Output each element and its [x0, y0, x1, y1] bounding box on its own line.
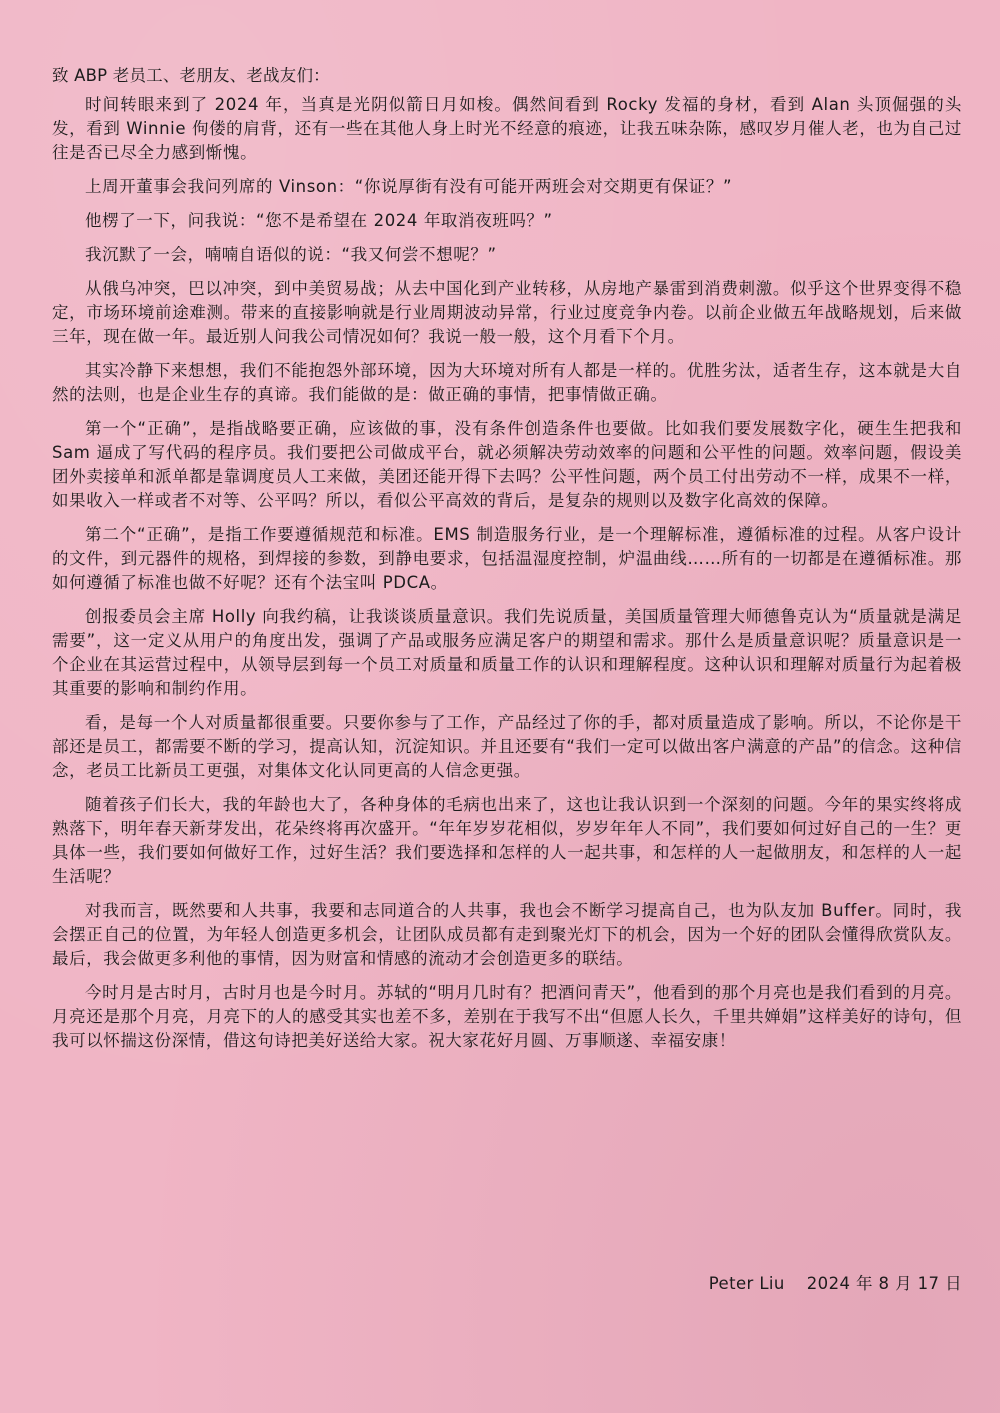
letter-paragraph-6: 其实冷静下来想想，我们不能抱怨外部环境，因为大环境对所有人都是一样的。优胜劣汰，适者生存，这本就是大自然的法则，也是企业生存的真谛。我们能做的是：做正确的事情，把事情做正确。	[52, 361, 962, 404]
signature-name: Peter Liu	[708, 1274, 785, 1293]
letter-paragraph-3: 他楞了一下，问我说：“您不是希望在 2024 年取消夜班吗？”	[85, 211, 553, 230]
letter-signature	[709, 1272, 962, 1296]
letter-paragraph-5: 从俄乌冲突，巴以冲突，到中美贸易战；从去中国化到产业转移，从房地产暴雷到消费刺激。似乎这个世界变得不稳定，市场环境前途难测。带来的直接影响就是行业周期波动异常，行业过度竞争内卷。以前企业做五年战略规划，后来做三年，现在做一年。最近别人问我公司情况如何？我说一般一般，这个月看下个月。	[52, 279, 962, 346]
letter-paragraph-9: 创报委员会主席 Holly 向我约稿，让我谈谈质量意识。我们先说质量，美国质量管理大师德鲁克认为“质量就是满足需要”，这一定义从用户的角度出发，强调了产品或服务应满足客户的期望和需求。那什么是质量意识呢？质量意识是一个企业在其运营过程中，从领导层到每一个员工对质量和质量工作的认识和理解程度。这种认识和理解对质量行为起着极其重要的影响和制约作用。	[52, 607, 962, 698]
letter-paragraph-12: 对我而言，既然要和人共事，我要和志同道合的人共事，我也会不断学习提高自己，也为队友加 Buffer。同时，我会摆正自己的位置，为年轻人创造更多机会，让团队成员都有走到聚光灯下的机会，因为一个好的团队会懂得欣赏队友。最后，我会做更多利他的事情，因为财富和情感的流动才会创造更多的联结。	[52, 901, 962, 968]
letter-salutation: 致 ABP 老员工、老朋友、老战友们：	[52, 66, 330, 85]
letter-paragraph-8: 第二个“正确”，是指工作要遵循规范和标准。EMS 制造服务行业，是一个理解标准，遵循标准的过程。从客户设计的文件，到元器件的规格，到焊接的参数，到静电要求，包括温湿度控制，炉温曲线……所有的一切都是在遵循标准。那如何遵循了标准也做不好呢？还有个法宝叫 PDCA。	[52, 525, 962, 592]
letter-paragraph-11: 随着孩子们长大，我的年龄也大了，各种身体的毛病也出来了，这也让我认识到一个深刻的问题。今年的果实终将成熟落下，明年春天新芽发出，花朵终将再次盛开。“年年岁岁花相似，岁岁年年人不同”，我们要如何过好自己的一生？更具体一些，我们要如何做好工作，过好生活？我们要选择和怎样的人一起共事，和怎样的人一起做朋友，和怎样的人一起生活呢？	[52, 795, 962, 886]
letter-paragraph-7: 第一个“正确”，是指战略要正确，应该做的事，没有条件创造条件也要做。比如我们要发展数字化，硬生生把我和 Sam 逼成了写代码的程序员。我们要把公司做成平台，就必须解决劳动效率的问题和公平性的问题。效率问题，假设美团外卖接单和派单都是靠调度员人工来做，美团还能开得下去吗？公平性问题，两个员工付出劳动不一样，成果不一样，如果收入一样或者不对等、公平吗？所以，看似公平高效的背后，是复杂的规则以及数字化高效的保障。	[52, 419, 962, 510]
letter-paragraph-4: 我沉默了一会，喃喃自语似的说：“我又何尝不想呢？”	[85, 245, 497, 264]
letter-paragraph-13: 今时月是古时月，古时月也是今时月。苏轼的“明月几时有？把酒问青天”，他看到的那个月亮也是我们看到的月亮。月亮还是那个月亮，月亮下的人的感受其实也差不多，差别在于我写不出“但愿人长久，千里共婵娟”这样美好的诗句，但我可以怀揣这份深情，借这句诗把美好送给大家。祝大家花好月圆、万事顺遂、幸福安康！	[52, 983, 962, 1050]
letter-paragraph-1: 时间转眼来到了 2024 年，当真是光阴似箭日月如梭。偶然间看到 Rocky 发福的身材，看到 Alan 头顶倔强的头发，看到 Winnie 佝偻的肩背，还有一些在其他人身上时光不经意的痕迹，让我五味杂陈，感叹岁月催人老，也为自己过往是否已尽全力感到惭愧。	[52, 95, 963, 162]
letter-paragraph-10: 看，是每一个人对质量都很重要。只要你参与了工作，产品经过了你的手，都对质量造成了影响。所以，不论你是干部还是员工，都需要不断的学习，提高认知，沉淀知识。并且还要有“我们一定可以做出客户满意的产品”的信念。这种信念，老员工比新员工更强，对集体文化认同更高的人信念更强。	[52, 713, 962, 780]
letter-paragraph-2: 上周开董事会我问列席的 Vinson：“你说厚街有没有可能开两班会对交期更有保证？”	[85, 177, 733, 196]
signature-date: 2024 年 8 月 17 日	[806, 1274, 962, 1293]
